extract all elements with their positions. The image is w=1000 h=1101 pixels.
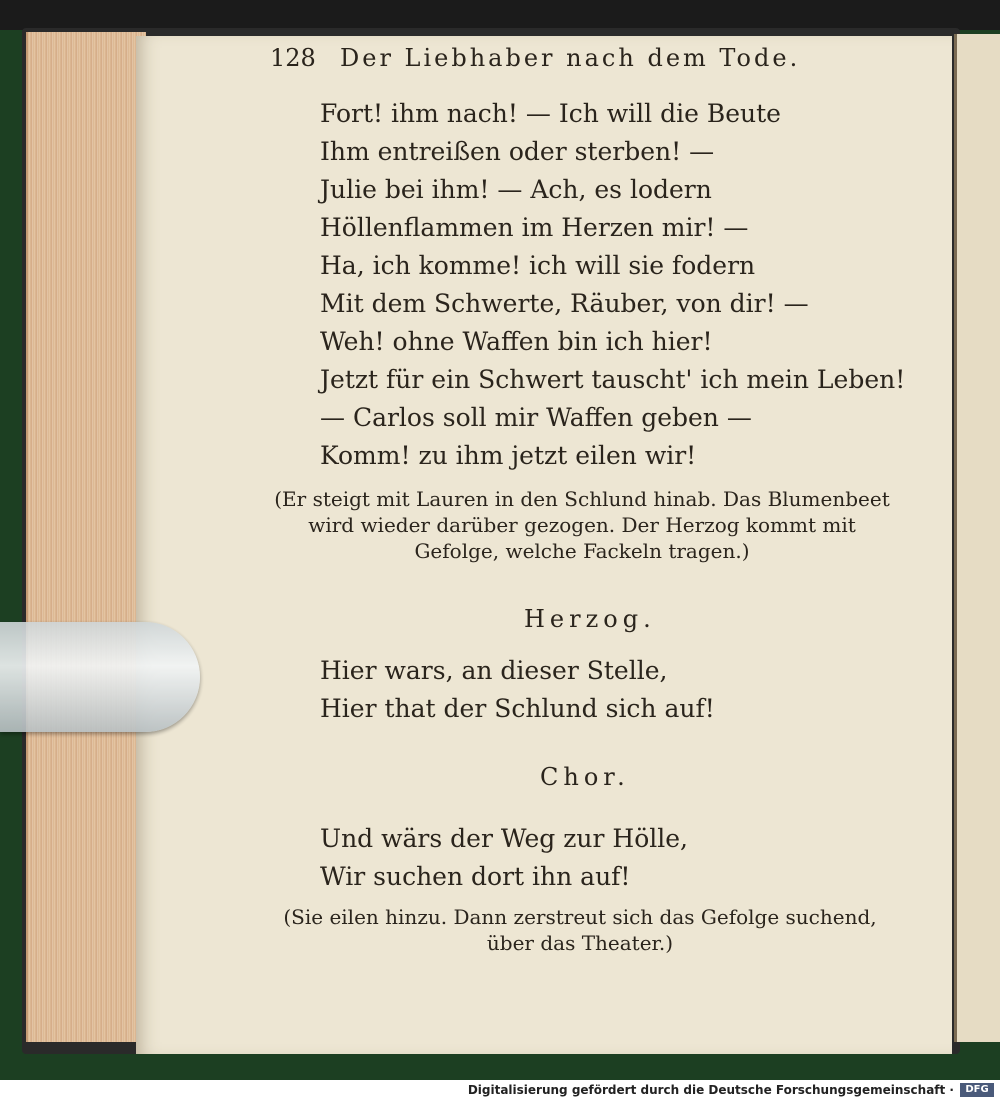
dfg-logo-icon: DFG: [960, 1083, 994, 1097]
speaker-herzog: Herzog.: [524, 605, 656, 633]
funding-credit: Digitalisierung gefördert durch die Deutsche Forschungsgemeinschaft ·: [467, 1083, 954, 1097]
verse-block: [320, 95, 905, 475]
stage-direction: (Sie eilen hinzu. Dann zerstreut sich das Gefolge suchend, über das Theater.): [283, 905, 877, 955]
chor-verse: [320, 820, 688, 896]
verse-line: Hier wars, an dieser Stelle,: [320, 656, 668, 685]
verse-line: — Carlos soll mir Waffen geben —: [320, 403, 752, 432]
stage-direction: (Er steigt mit Lauren in den Schlund hinab. Das Blumenbeet wird wieder darüber gezogen. Der Herzog kommt mit Gefolge, welche Fackeln tragen.): [274, 487, 890, 563]
running-title: Der Liebhaber nach dem Tode.: [340, 44, 801, 72]
verse-line: Wir suchen dort ihn auf!: [320, 862, 631, 891]
verse-line: Fort! ihm nach! — Ich will die Beute: [320, 99, 781, 128]
verse-line: Weh! ohne Waffen bin ich hier!: [320, 327, 713, 356]
verse-line: Hier that der Schlund sich auf!: [320, 694, 715, 723]
verse-line: Ha, ich komme! ich will sie fodern: [320, 251, 756, 280]
verse-line: Und wärs der Weg zur Hölle,: [320, 824, 689, 853]
verse-line: Julie bei ihm! — Ach, es lodern: [320, 175, 712, 204]
scanner-edge: [0, 0, 1000, 30]
verse-line: Jetzt für ein Schwert tauscht' ich mein Leben!: [320, 365, 906, 394]
speaker-chor: Chor.: [540, 763, 630, 791]
verse-line: Mit dem Schwerte, Räuber, von dir! —: [320, 289, 809, 318]
verse-line: Ihm entreißen oder sterben! —: [320, 137, 715, 166]
page-edges: [26, 32, 146, 1042]
facing-page-edge: [954, 34, 1000, 1042]
running-header: [270, 44, 830, 84]
herzog-verse: [320, 652, 715, 728]
page-holder-tab: [0, 622, 200, 732]
verse-line: Komm! zu ihm jetzt eilen wir!: [320, 441, 697, 470]
page-number: 128: [270, 44, 316, 72]
verse-line: Höllenflammen im Herzen mir! —: [320, 213, 749, 242]
